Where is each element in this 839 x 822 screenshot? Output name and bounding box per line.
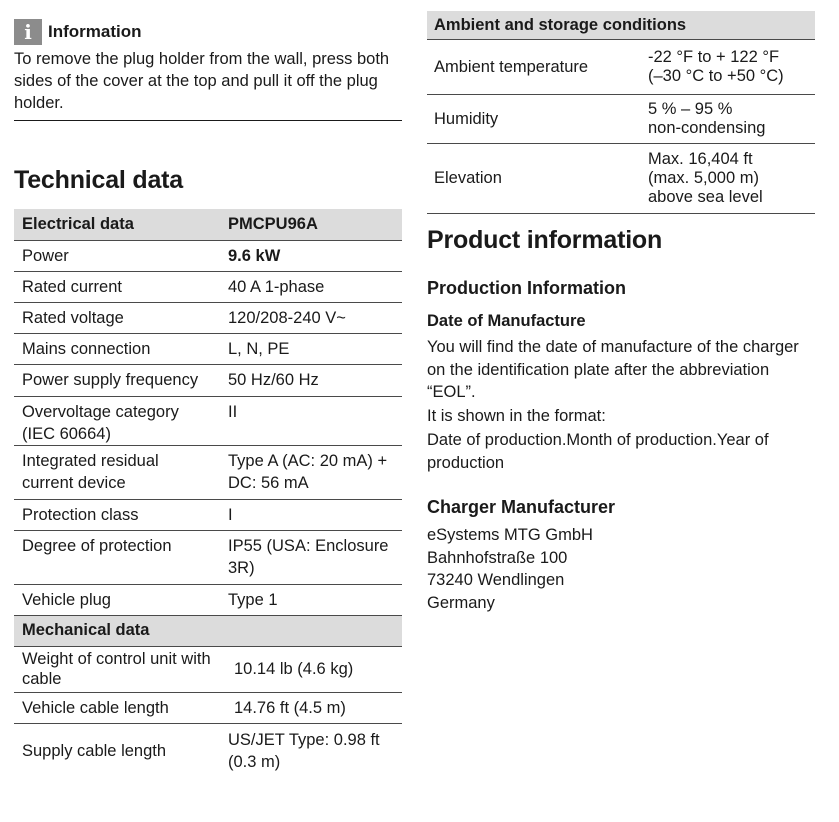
ambient-conditions-table [427, 11, 815, 214]
table-row [14, 723, 402, 779]
row-label: Supply cable length [22, 742, 167, 761]
table-row [14, 530, 402, 584]
row-value: Type A (AC: 20 mA) + DC: 56 mA [221, 445, 402, 499]
electrical-data-header [14, 209, 402, 240]
row-label: Power supply frequency [14, 364, 221, 396]
row-value: Type 1 [221, 584, 402, 615]
value-line: (max. 5,000 m) [648, 169, 759, 187]
table-row [427, 95, 815, 144]
row-value: 40 A 1-phase [221, 271, 402, 302]
table-row [14, 240, 402, 271]
table-row [14, 646, 402, 692]
table-row [14, 445, 402, 499]
date-of-manufacture-heading: Date of Manufacture [427, 312, 586, 330]
table-row [427, 40, 815, 95]
electrical-data-header-value: PMCPU96A [221, 209, 402, 240]
row-value [641, 95, 815, 144]
row-label: Mains connection [14, 333, 221, 364]
table-row [14, 396, 402, 445]
row-value: 120/208-240 V~ [221, 302, 402, 333]
value-line: 5 % – 95 % [648, 100, 733, 118]
row-value: I [221, 499, 402, 530]
row-value: II [221, 396, 402, 445]
table-row [14, 364, 402, 396]
value-line: (–30 °C to +50 °C) [648, 67, 784, 85]
row-value: L, N, PE [221, 333, 402, 364]
row-label: Vehicle plug [14, 584, 221, 615]
address-line: Bahnhofstraße 100 [427, 548, 568, 567]
row-label: Power [14, 240, 221, 271]
charger-manufacturer-heading: Charger Manufacturer [427, 497, 616, 517]
info-divider [14, 120, 402, 121]
row-value: 50 Hz/60 Hz [221, 364, 402, 396]
row-label: Ambient temperature [427, 40, 641, 95]
table-row [14, 271, 402, 302]
info-title: Information [48, 22, 142, 41]
date-of-manufacture-text: You will find the date of manufacture of the charger on the identification plate after the abbreviation “EOL”. [427, 338, 799, 401]
value-line: Max. 16,404 ft [648, 150, 753, 168]
left-column [14, 18, 402, 772]
row-value: US/JET Type: 0.98 ft (0.3 m) [228, 731, 380, 772]
address-line: 73240 Wendlingen [427, 571, 565, 589]
table-row [14, 333, 402, 364]
row-value: IP55 (USA: Enclosure 3R) [221, 530, 402, 584]
info-header [14, 18, 402, 46]
ambient-header-label: Ambient and storage conditions [427, 11, 815, 40]
address-line: Germany [427, 593, 495, 612]
technical-data-heading: Technical data [14, 166, 184, 194]
row-label: Rated current [14, 271, 221, 302]
table-row [14, 692, 402, 723]
value-line: non-condensing [648, 119, 766, 137]
row-label: Overvoltage category (IEC 60664) [14, 396, 221, 445]
mechanical-data-header [14, 615, 402, 646]
info-text: To remove the plug holder from the wall, press both sides of the cover at the top and pull it off the plug holder. [14, 50, 390, 112]
row-label: Humidity [427, 95, 641, 144]
row-value: 9.6 kW [221, 240, 402, 271]
mechanical-data-header-value [221, 615, 402, 646]
format-label: It is shown in the format: [427, 407, 606, 425]
row-label: Degree of protection [14, 530, 221, 584]
table-row [14, 499, 402, 530]
row-label: Protection class [14, 499, 221, 530]
format-value: Date of production.Month of production.Year of production [427, 431, 769, 472]
electrical-data-header-label: Electrical data [14, 209, 221, 240]
row-value: 14.76 ft (4.5 m) [221, 692, 402, 723]
table-row [427, 144, 815, 214]
row-label: Integrated residual current device [14, 445, 221, 499]
production-information-heading: Production Information [427, 278, 626, 298]
address-line: eSystems MTG GmbH [427, 526, 593, 544]
info-icon: i [14, 19, 42, 45]
value-line: above sea level [648, 188, 763, 206]
value-line: -22 °F to + 122 °F [648, 48, 780, 66]
row-label: Rated voltage [14, 302, 221, 333]
manufacturer-address [427, 524, 815, 614]
row-value [641, 40, 815, 95]
table-row [14, 302, 402, 333]
row-label: Vehicle cable length [14, 692, 221, 723]
mechanical-data-header-label: Mechanical data [14, 615, 221, 646]
row-value [641, 144, 815, 214]
row-label: Elevation [427, 144, 641, 214]
product-information-heading: Product information [427, 226, 663, 254]
ambient-header [427, 11, 815, 40]
row-value: 10.14 lb (4.6 kg) [221, 646, 402, 692]
row-label: Weight of control unit with cable [14, 646, 221, 692]
right-column [427, 11, 815, 612]
technical-data-table [14, 209, 402, 779]
table-row [14, 584, 402, 615]
